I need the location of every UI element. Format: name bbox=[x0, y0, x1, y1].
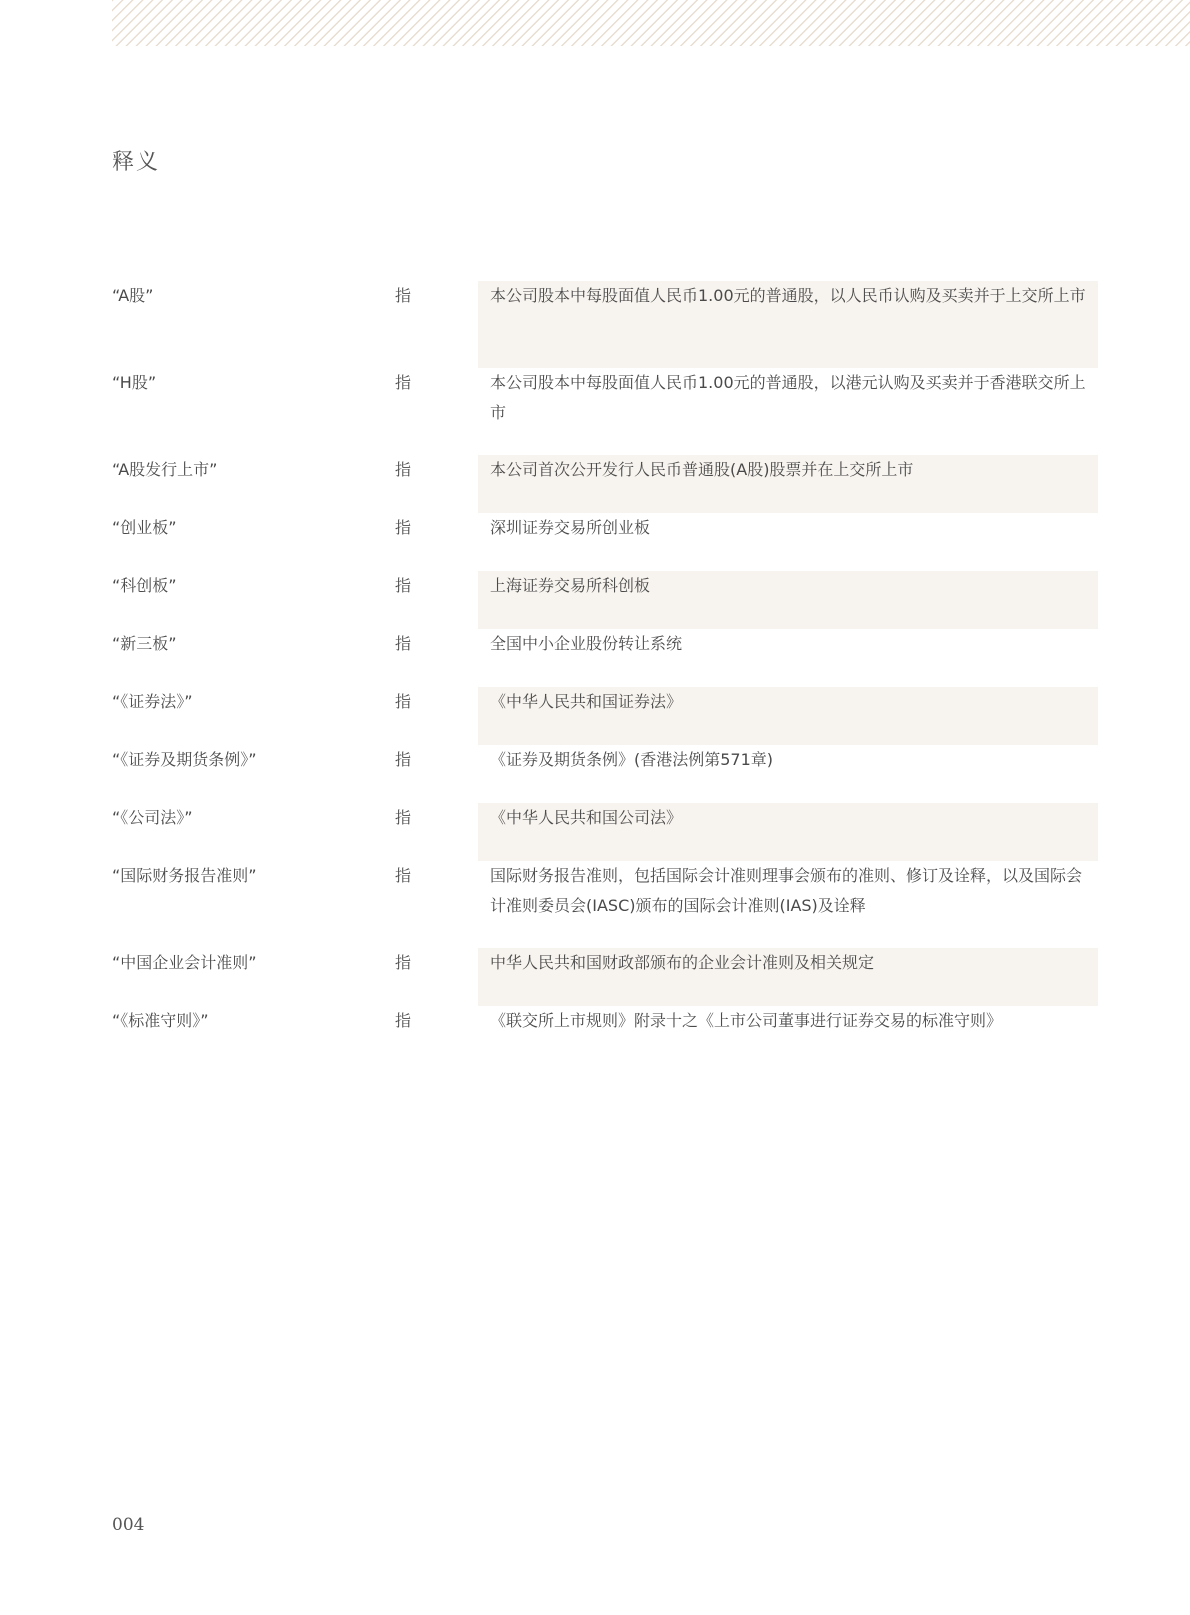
definition-row bbox=[112, 861, 1098, 948]
definition-row bbox=[112, 687, 1098, 745]
definitions-table bbox=[112, 281, 1098, 1064]
definition-row bbox=[112, 629, 1098, 687]
definition-row bbox=[112, 368, 1098, 455]
definition-term: “《证券及期货条例》” bbox=[112, 750, 257, 769]
definition-refer-word: 指 bbox=[395, 286, 412, 305]
definition-term: “A股发行上市” bbox=[112, 460, 218, 479]
definition-term: “国际财务报告准则” bbox=[112, 866, 257, 885]
definition-meaning: 国际财务报告准则，包括国际会计准则理事会颁布的准则、修订及诠释，以及国际会计准则委员会(IASC)颁布的国际会计准则(IAS)及诠释 bbox=[490, 866, 1083, 915]
definition-row bbox=[112, 281, 1098, 368]
page-title: 释义 bbox=[112, 150, 161, 175]
definition-meaning: 本公司股本中每股面值人民币1.00元的普通股，以港元认购及买卖并于香港联交所上市 bbox=[490, 373, 1086, 422]
definition-refer-word: 指 bbox=[395, 373, 412, 392]
definition-meaning: 本公司首次公开发行人民币普通股(A股)股票并在上交所上市 bbox=[478, 455, 1098, 513]
definition-refer-word: 指 bbox=[395, 692, 412, 711]
definition-refer-word: 指 bbox=[395, 750, 412, 769]
definition-term: “中国企业会计准则” bbox=[112, 953, 257, 972]
definition-meaning: 《中华人民共和国公司法》 bbox=[478, 803, 1098, 861]
definition-row bbox=[112, 745, 1098, 803]
definition-refer-word: 指 bbox=[395, 576, 412, 595]
definition-meaning: 全国中小企业股份转让系统 bbox=[490, 634, 683, 653]
definition-term: “《标准守则》” bbox=[112, 1011, 209, 1030]
definition-row bbox=[112, 1006, 1098, 1064]
definition-row bbox=[112, 455, 1098, 513]
definition-refer-word: 指 bbox=[395, 460, 412, 479]
definition-term: “科创板” bbox=[112, 576, 177, 595]
definition-meaning: 本公司股本中每股面值人民币1.00元的普通股，以人民币认购及买卖并于上交所上市 bbox=[478, 281, 1098, 368]
definition-term: “新三板” bbox=[112, 634, 177, 653]
definition-meaning: 上海证券交易所科创板 bbox=[478, 571, 1098, 629]
definition-term: “H股” bbox=[112, 373, 157, 392]
definition-refer-word: 指 bbox=[395, 634, 412, 653]
definition-refer-word: 指 bbox=[395, 518, 412, 537]
definition-term: “《公司法》” bbox=[112, 808, 193, 827]
definition-refer-word: 指 bbox=[395, 808, 412, 827]
definition-row bbox=[112, 803, 1098, 861]
definition-term: “创业板” bbox=[112, 518, 177, 537]
definition-meaning: 《中华人民共和国证券法》 bbox=[478, 687, 1098, 745]
definition-meaning: 《联交所上市规则》附录十之《上市公司董事进行证券交易的标准守则》 bbox=[490, 1011, 1003, 1030]
definition-refer-word: 指 bbox=[395, 1011, 412, 1030]
definition-meaning: 《证券及期货条例》(香港法例第571章) bbox=[490, 750, 774, 769]
page-number: 004 bbox=[112, 1515, 145, 1535]
definition-term: “《证券法》” bbox=[112, 692, 193, 711]
definition-term: “A股” bbox=[112, 286, 154, 305]
definition-refer-word: 指 bbox=[395, 953, 412, 972]
definition-meaning: 深圳证券交易所创业板 bbox=[490, 518, 651, 537]
definition-meaning: 中华人民共和国财政部颁布的企业会计准则及相关规定 bbox=[478, 948, 1098, 1006]
definition-row bbox=[112, 948, 1098, 1006]
decorative-header-band bbox=[112, 0, 1190, 46]
definition-row bbox=[112, 513, 1098, 571]
definition-refer-word: 指 bbox=[395, 866, 412, 885]
definition-row bbox=[112, 571, 1098, 629]
